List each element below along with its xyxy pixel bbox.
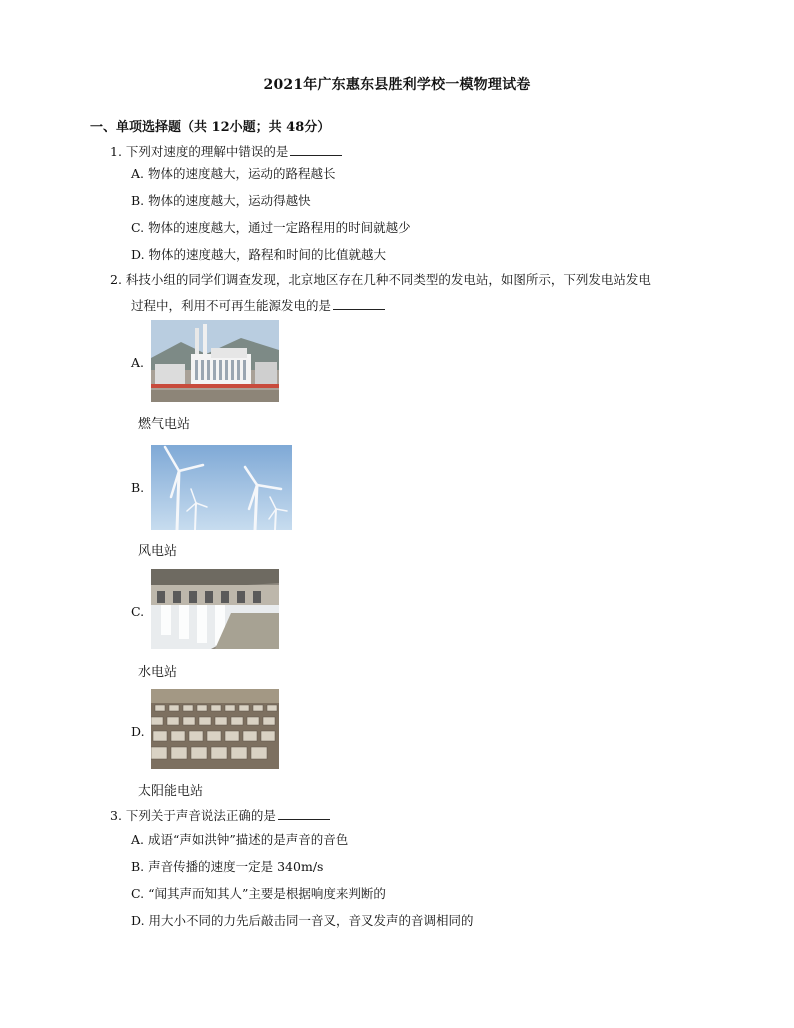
section-heading: 一、单项选择题（共 12小题；共 48分） (90, 120, 331, 135)
gas-power-station-image (151, 320, 279, 402)
question-3-text: 3. 下列关于声音说法正确的是 (110, 808, 276, 823)
q2-option-a-caption: 燃气电站 (138, 417, 191, 432)
solar-power-station-image (151, 689, 279, 769)
q2-option-c-caption: 水电站 (138, 665, 178, 680)
q1-option-c: C. 物体的速度越大，通过一定路程用的时间就越少 (131, 220, 411, 235)
answer-blank (333, 297, 385, 310)
q2-option-b-letter: B. (131, 480, 145, 495)
q3-option-b: B. 声音传播的速度一定是 340m/s (131, 859, 324, 874)
q1-option-b: B. 物体的速度越大，运动得越快 (131, 193, 311, 208)
page-title: 2021年广东惠东县胜利学校一模物理试卷 (263, 77, 531, 93)
q1-option-a: A. 物体的速度越大，运动的路程越长 (131, 166, 336, 181)
q1-option-d: D. 物体的速度越大，路程和时间的比值就越大 (131, 247, 387, 262)
answer-blank (290, 143, 342, 156)
question-1-stem (110, 143, 342, 161)
question-2-stem-line1: 2. 科技小组的同学们调查发现，北京地区存在几种不同类型的发电站，如图所示，下列发电站发电 (110, 272, 651, 287)
hydropower-station-image (151, 569, 279, 649)
answer-blank (278, 807, 330, 820)
question-2-text: 过程中，利用不可再生能源发电的是 (131, 298, 332, 313)
question-3-stem (110, 807, 330, 825)
q2-option-b-caption: 风电站 (138, 544, 178, 559)
question-2-stem-line2 (131, 297, 385, 315)
q3-option-c: C. “闻其声而知其人”主要是根据响度来判断的 (131, 886, 386, 901)
q3-option-d: D. 用大小不同的力先后敲击同一音叉，音叉发声的音调相同的 (131, 913, 474, 928)
wind-farm-image (151, 445, 292, 530)
q2-option-d-letter: D. (131, 724, 145, 739)
question-1-text: 1. 下列对速度的理解中错误的是 (110, 144, 289, 159)
q2-option-d-caption: 太阳能电站 (138, 784, 204, 799)
q3-option-a: A. 成语“声如洪钟”描述的是声音的音色 (131, 832, 349, 847)
q2-option-a-letter: A. (131, 355, 145, 370)
q2-option-c-letter: C. (131, 604, 145, 619)
